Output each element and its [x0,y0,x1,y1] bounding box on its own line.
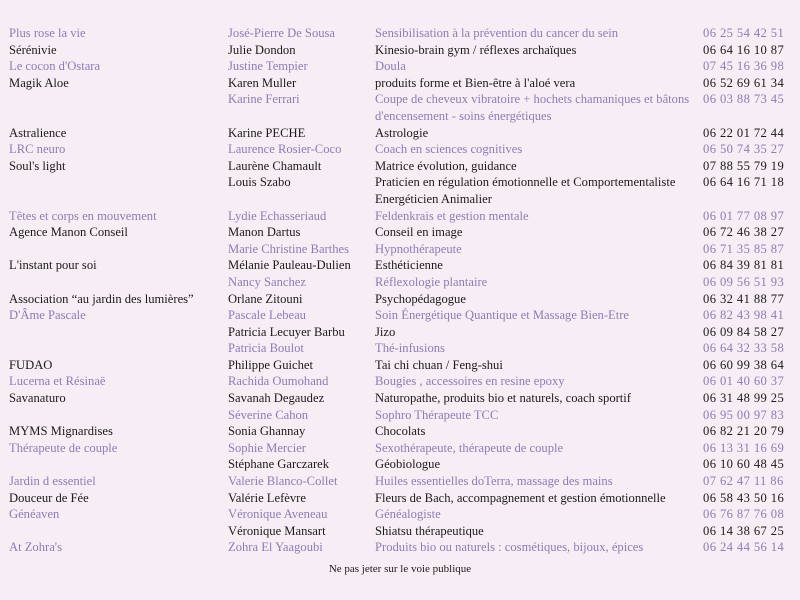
phone-number: 06 01 77 08 97 [703,208,785,223]
company-name: Généaven [9,507,60,522]
service-description: Coach en sciences cognitives [375,142,523,157]
phone-number: 06 13 31 16 69 [703,440,785,455]
phone-number: 06 64 32 33 58 [703,341,785,356]
service-description: Hypnothérapeute [375,241,462,256]
phone-number: 06 14 38 67 25 [703,523,785,538]
service-description: Géobiologue [375,457,441,472]
phone-number: 06 58 43 50 16 [703,490,785,505]
phone-number: 06 24 44 56 14 [703,540,785,555]
contact-name: Mélanie Pauleau-Dulien [228,258,351,273]
company-name: Thérapeute de couple [9,440,118,455]
service-description: produits forme et Bien-être à l'aloé vera [375,75,576,90]
contact-name: Sophie Mercier [228,440,306,455]
contact-name: Sonia Ghannay [228,424,306,439]
service-description: Shiatsu thérapeutique [375,523,484,538]
contact-name: Laurence Rosier-Coco [228,142,342,157]
service-description: Soin Énergétique Quantique et Massage Bien-Etre [375,308,630,323]
service-description: Jizo [375,324,396,339]
directory-row [0,125,800,142]
contact-name: Karine Ferrari [228,92,300,107]
company-name: Association “au jardin des lumières” [9,291,194,306]
service-description: Tai chi chuan / Feng-shui [375,357,503,372]
phone-number: 06 95 00 97 83 [703,407,785,422]
directory-row [0,91,800,124]
company-name: Têtes et corps en mouvement [9,208,157,223]
service-description: Naturopathe, produits bio et naturels, coach sportif [375,391,632,406]
contact-name: Patricia Lecuyer Barbu [228,324,345,339]
directory-row [0,42,800,59]
company-name: Savanaturo [9,391,66,406]
company-name: MYMS Mignardises [9,424,113,439]
phone-number: 07 45 16 36 98 [703,59,785,74]
phone-number: 06 64 16 71 18 [703,175,785,190]
directory-row [0,307,800,324]
directory-row [0,539,800,556]
phone-number: 06 03 88 73 45 [703,92,785,107]
service-description: Doula [375,59,406,74]
service-description: Thé-infusions [375,341,445,356]
directory-row [0,141,800,158]
directory-row [0,25,800,42]
phone-number: 06 71 35 85 87 [703,241,785,256]
phone-number: 06 82 21 20 79 [703,424,785,439]
contact-name: Laurène Chamault [228,158,322,173]
service-description: Coupe de cheveux vibratoire + hochets chamaniques et bâtons d'encensement - soins énergétiques [375,92,690,123]
contact-name: Véronique Aveneau [228,507,328,522]
phone-number: 07 62 47 11 86 [703,474,784,489]
directory-row [0,373,800,390]
phone-number: 06 25 54 42 51 [703,26,785,40]
service-description: Matrice évolution, guidance [375,158,517,173]
company-name: Magik Aloe [9,75,69,90]
directory-row [0,506,800,523]
directory-row [0,456,800,473]
contact-name: Karine PECHE [228,125,306,140]
phone-number: 06 84 39 81 81 [703,258,785,273]
directory-row [0,340,800,357]
contact-name: Pascale Lebeau [228,308,306,323]
phone-number: 06 01 40 60 37 [703,374,785,389]
company-name: Le cocon d'Ostara [9,59,101,74]
service-description: Réflexologie plantaire [375,274,488,289]
directory-row [0,440,800,457]
contact-name: Séverine Cahon [228,407,309,422]
phone-number: 06 82 43 98 41 [703,308,785,323]
service-description: Fleurs de Bach, accompagnement et gestion émotionnelle [375,490,666,505]
phone-number: 06 64 16 10 87 [703,42,785,57]
company-name: FUDAO [9,357,53,372]
directory-row [0,357,800,374]
company-name: L'instant pour soi [9,258,97,273]
company-name: Douceur de Fée [9,490,89,505]
contact-name: Louis Szabo [228,175,291,190]
contact-name: Valerie Blanco-Collet [228,474,338,489]
directory-row [0,274,800,291]
phone-number: 07 88 55 79 19 [703,158,785,173]
company-name: Plus rose la vie [9,26,86,40]
contact-name: Julie Dondon [228,42,296,57]
directory-row [0,208,800,225]
phone-number: 06 22 01 72 44 [703,125,785,140]
service-description: Sensibilisation à la prévention du cancer du sein [375,26,619,40]
company-name: Agence Manon Conseil [9,225,128,240]
service-description: Bougies , accessoires en resine epoxy [375,374,565,389]
directory-row [0,490,800,507]
service-description: Chocolats [375,424,426,439]
company-name: Jardin d essentiel [9,474,96,489]
service-description: Conseil en image [375,225,463,240]
company-name: LRC neuro [9,142,66,157]
directory-row [0,174,800,207]
contact-name: Zohra El Yaagoubi [228,540,323,555]
directory-row [0,324,800,341]
directory-row [0,473,800,490]
phone-number: 06 31 48 99 25 [703,391,785,406]
contact-name: Justine Tempier [228,59,308,74]
company-name: Astralience [9,125,67,140]
directory-row [0,224,800,241]
company-name: Lucerna et Résinaë [9,374,106,389]
exhibitor-directory [0,25,800,556]
phone-number: 06 09 84 58 27 [703,324,785,339]
company-name: At Zohra's [9,540,62,555]
phone-number: 06 52 69 61 34 [703,75,785,90]
contact-name: José-Pierre De Sousa [228,26,336,40]
contact-name: Lydie Echasseriaud [228,208,327,223]
footer-note: Ne pas jeter sur le voie publique [328,563,472,575]
phone-number: 06 10 60 48 45 [703,457,785,472]
phone-number: 06 32 41 88 77 [703,291,785,306]
contact-name: Stéphane Garczarek [228,457,330,472]
directory-row [0,423,800,440]
contact-name: Philippe Guichet [228,357,313,372]
service-description: Sophro Thérapeute TCC [375,407,499,422]
phone-number: 06 50 74 35 27 [703,142,785,157]
directory-row [0,158,800,175]
contact-name: Nancy Sanchez [228,274,306,289]
service-description: Esthéticienne [375,258,443,273]
company-name: D'Âme Pascale [9,308,86,323]
service-description: Psychopédagogue [375,291,466,306]
contact-name: Orlane Zitouni [228,291,303,306]
service-description: Feldenkrais et gestion mentale [375,208,529,223]
directory-row [0,257,800,274]
contact-name: Savanah Degaudez [228,391,325,406]
service-description: Astrologie [375,125,429,140]
phone-number: 06 76 87 76 08 [703,507,785,522]
service-description: Kinesio-brain gym / réflexes archaïques [375,42,577,57]
directory-row [0,75,800,92]
service-description: Praticien en régulation émotionnelle et Comportementaliste Energéticien Animalier [375,175,676,206]
service-description: Sexothérapeute, thérapeute de couple [375,440,564,455]
phone-number: 06 72 46 38 27 [703,225,785,240]
contact-name: Patricia Boulot [228,341,304,356]
directory-row [0,241,800,258]
contact-name: Véronique Mansart [228,523,326,538]
service-description: Généalogiste [375,507,441,522]
directory-row [0,523,800,540]
company-name: Soul's light [9,158,66,173]
phone-number: 06 09 56 51 93 [703,274,785,289]
contact-name: Valérie Lefèvre [228,490,306,505]
contact-name: Marie Christine Barthes [228,241,350,256]
directory-row [0,291,800,308]
contact-name: Manon Dartus [228,225,301,240]
company-name: Sérénivie [9,42,57,57]
contact-name: Rachida Oumohand [228,374,329,389]
service-description: Produits bio ou naturels : cosmétiques, bijoux, épices [375,540,644,555]
directory-row [0,58,800,75]
phone-number: 06 60 99 38 64 [703,357,785,372]
directory-row [0,390,800,407]
directory-row [0,407,800,424]
contact-name: Karen Muller [228,75,297,90]
service-description: Huiles essentielles doTerra, massage des mains [375,474,613,489]
